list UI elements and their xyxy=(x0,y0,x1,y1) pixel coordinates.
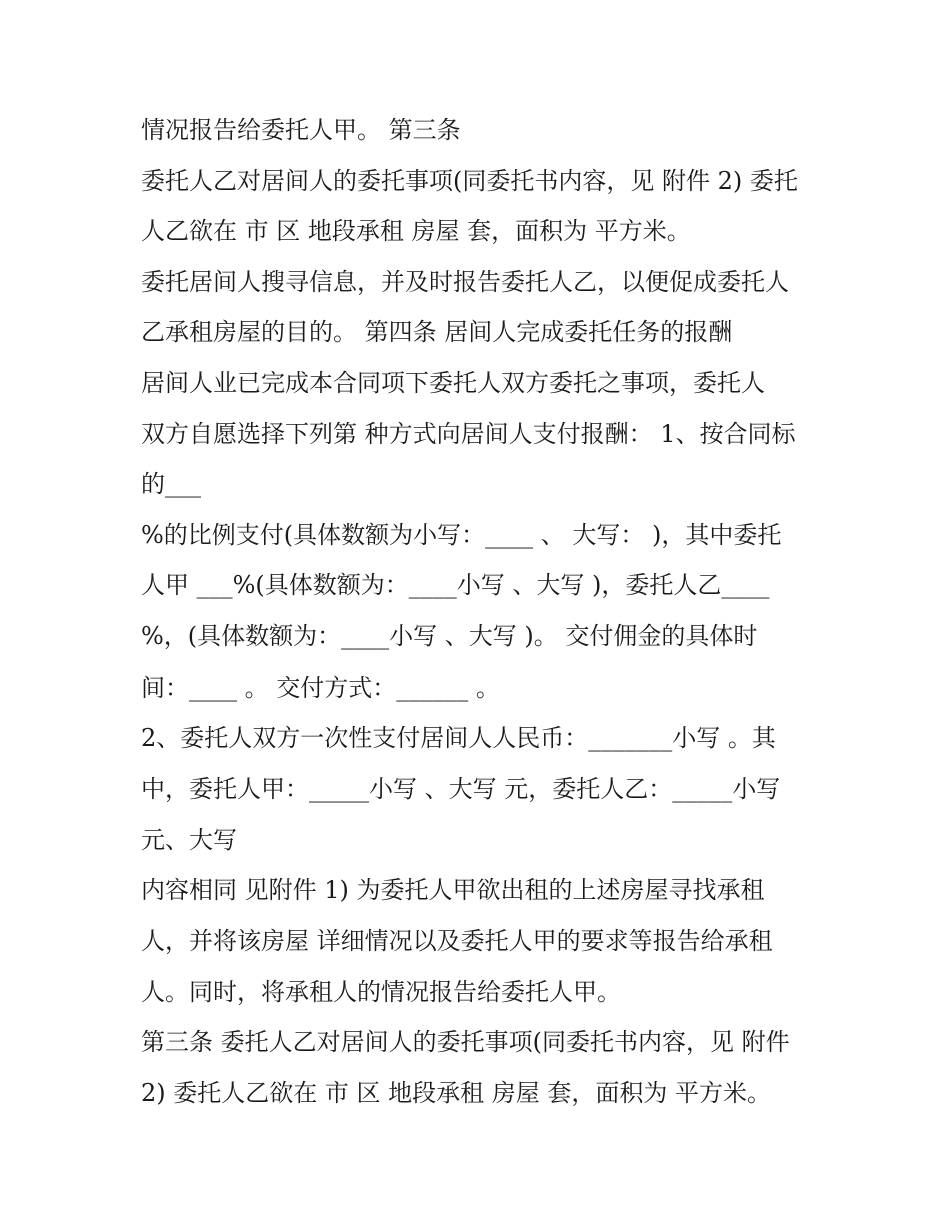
text-line: 元、大写 xyxy=(141,826,237,854)
text-line: 人乙欲在 市 区 地段承租 房屋 套，面积为 平方米。 xyxy=(141,217,691,245)
text-line: 人。同时，将承租人的情况报告给委托人甲。 xyxy=(141,978,621,1006)
text-line: 的___ xyxy=(141,470,201,498)
text-line: 居间人业已完成本合同项下委托人双方委托之事项，委托人 xyxy=(141,369,765,397)
text-line: 内容相同 见附件 1) 为委托人甲欲出租的上述房屋寻找承租 xyxy=(141,876,765,904)
text-line: %，(具体数额为：____小写 、大写 )。 交付佣金的具体时 xyxy=(141,622,758,650)
text-line: 中，委托人甲：_____小写 、大写 元，委托人乙：_____小写 xyxy=(141,775,781,803)
text-line: 双方自愿选择下列第 种方式向居间人支付报酬： 1、按合同标 xyxy=(141,420,796,448)
text-line: 乙承租房屋的目的。 第四条 居间人完成委托任务的报酬 xyxy=(141,318,733,346)
text-line: 委托人乙对居间人的委托事项(同委托书内容，见 附件 2) 委托 xyxy=(141,167,798,195)
text-line: 人甲 ___%(具体数额为：____小写 、大写 )，委托人乙____ xyxy=(141,571,770,599)
text-line: %的比例支付(具体数额为小写：____ 、 大写： )，其中委托 xyxy=(141,521,782,549)
text-line: 2、委托人双方一次性支付居间人人民币：_______小写 。其 xyxy=(141,724,776,752)
text-line: 间：____ 。 交付方式：______ 。 xyxy=(141,674,500,702)
text-line: 第三条 委托人乙对居间人的委托事项(同委托书内容，见 附件 xyxy=(141,1028,790,1056)
text-line: 2) 委托人乙欲在 市 区 地段承租 房屋 套，面积为 平方米。 xyxy=(141,1079,772,1107)
text-line: 人，并将该房屋 详细情况以及委托人甲的要求等报告给承租 xyxy=(141,927,773,955)
text-line: 情况报告给委托人甲。 第三条 xyxy=(141,116,461,144)
text-line: 委托居间人搜寻信息，并及时报告委托人乙，以便促成委托人 xyxy=(141,268,789,296)
